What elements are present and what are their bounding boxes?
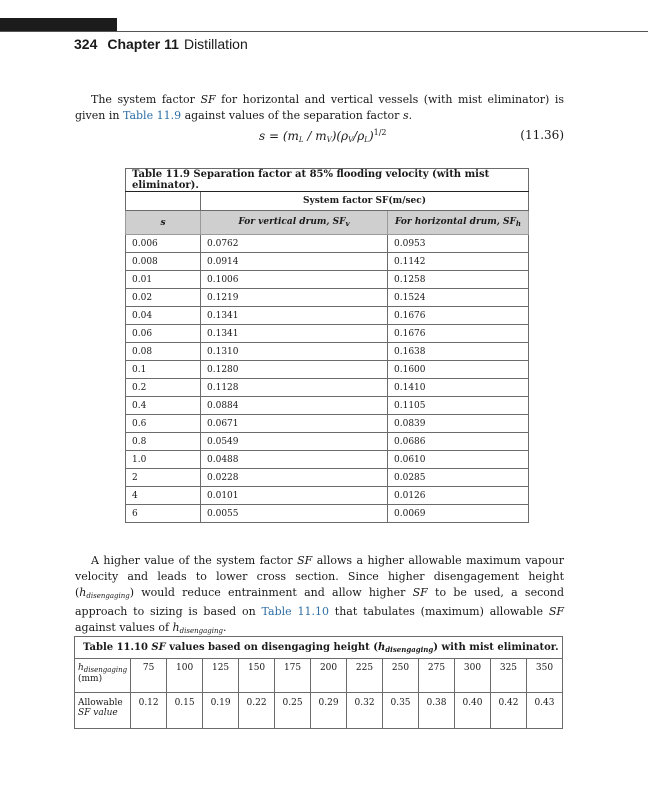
- cell-horizontal: 0.0126: [388, 487, 529, 505]
- table-row: [126, 325, 529, 343]
- header-bar: [0, 18, 117, 32]
- sf-value-cell: 0.43: [526, 693, 562, 729]
- equation-11-36: [75, 128, 564, 146]
- cell-horizontal: 0.0686: [388, 433, 529, 451]
- header-rule: [0, 31, 648, 32]
- cell-vertical: 0.0549: [201, 433, 388, 451]
- height-cell: 300: [454, 659, 490, 693]
- chapter-title: Distillation: [183, 36, 248, 52]
- cell-vertical: 0.0055: [201, 505, 388, 523]
- cell-vertical: 0.1341: [201, 307, 388, 325]
- cell-s: 0.6: [126, 415, 201, 433]
- cell-s: 0.08: [126, 343, 201, 361]
- sf-value-cell: 0.12: [131, 693, 167, 729]
- cell-s: 0.006: [126, 235, 201, 253]
- cell-vertical: 0.1219: [201, 289, 388, 307]
- sf-value-cell: 0.40: [454, 693, 490, 729]
- table-11-9-caption: Table 11.9 Separation factor at 85% flooding velocity (with mist eliminator).: [126, 169, 529, 192]
- cell-s: 6: [126, 505, 201, 523]
- intro-paragraph: The system factor SF for horizontal and vertical vessels (with mist eliminator) is given in Table 11.9 against values of the separation factor s.: [75, 93, 564, 122]
- table-11-10-caption: Table 11.10 SF values based on disengaging height $(h_{disengaging})$ with mist eliminator.: [75, 637, 563, 659]
- table-row: [126, 487, 529, 505]
- height-cell: 100: [167, 659, 203, 693]
- height-cell: 225: [347, 659, 383, 693]
- cell-s: 0.02: [126, 289, 201, 307]
- sf-row-label: Allowable SF value: [75, 693, 131, 729]
- height-cell: 200: [311, 659, 347, 693]
- cell-horizontal: 0.1676: [388, 307, 529, 325]
- cell-vertical: 0.1280: [201, 361, 388, 379]
- cell-vertical: 0.1006: [201, 271, 388, 289]
- table-11-9-link[interactable]: Table 11.9: [122, 109, 182, 122]
- cell-horizontal: 0.1600: [388, 361, 529, 379]
- table-11-9: [125, 168, 529, 523]
- table-row: [126, 505, 529, 523]
- cell-vertical: 0.0762: [201, 235, 388, 253]
- running-head: [74, 36, 248, 52]
- col-horizontal-header: For horizontal drum, $SF_h$: [388, 211, 529, 235]
- col-s-header: s: [126, 211, 201, 235]
- table-11-9-group-header: System factor SF(m/sec): [201, 192, 529, 211]
- cell-s: 2: [126, 469, 201, 487]
- table-row: [126, 361, 529, 379]
- sf-value-cell: 0.38: [419, 693, 455, 729]
- cell-vertical: 0.1341: [201, 325, 388, 343]
- table-row: [126, 307, 529, 325]
- cell-vertical: 0.0914: [201, 253, 388, 271]
- table-row: [126, 397, 529, 415]
- cell-horizontal: 0.1258: [388, 271, 529, 289]
- height-cell: 175: [275, 659, 311, 693]
- table-row: [126, 289, 529, 307]
- cell-horizontal: 0.0069: [388, 505, 529, 523]
- cell-horizontal: 0.1524: [388, 289, 529, 307]
- height-row-label: $h_{disengaging}$ (mm): [75, 659, 131, 693]
- height-cell: 250: [383, 659, 419, 693]
- col-vertical-header: For vertical drum, $SF_v$: [201, 211, 388, 235]
- sf-value-cell: 0.32: [347, 693, 383, 729]
- cell-vertical: 0.1310: [201, 343, 388, 361]
- cell-vertical: 0.1128: [201, 379, 388, 397]
- table-row: [126, 451, 529, 469]
- cell-s: 0.008: [126, 253, 201, 271]
- cell-horizontal: 0.1105: [388, 397, 529, 415]
- cell-s: 0.01: [126, 271, 201, 289]
- sf-value-cell: 0.29: [311, 693, 347, 729]
- cell-horizontal: 0.1676: [388, 325, 529, 343]
- sf-value-cell: 0.42: [490, 693, 526, 729]
- cell-horizontal: 0.0610: [388, 451, 529, 469]
- cell-vertical: 0.0101: [201, 487, 388, 505]
- sf-value-cell: 0.19: [203, 693, 239, 729]
- cell-vertical: 0.0228: [201, 469, 388, 487]
- sf-value-cell: 0.35: [383, 693, 419, 729]
- cell-vertical: 0.0884: [201, 397, 388, 415]
- table-row: [126, 415, 529, 433]
- cell-s: 0.06: [126, 325, 201, 343]
- table-row: [126, 253, 529, 271]
- cell-s: 0.04: [126, 307, 201, 325]
- table-11-10-link[interactable]: Table 11.10: [261, 605, 329, 618]
- page-number: 324: [74, 36, 98, 52]
- table-row: [126, 379, 529, 397]
- sf-value-cell: 0.22: [239, 693, 275, 729]
- height-cell: 350: [526, 659, 562, 693]
- cell-vertical: 0.0671: [201, 415, 388, 433]
- cell-horizontal: 0.1638: [388, 343, 529, 361]
- cell-horizontal: 0.1410: [388, 379, 529, 397]
- height-cell: 75: [131, 659, 167, 693]
- cell-horizontal: 0.1142: [388, 253, 529, 271]
- cell-horizontal: 0.0953: [388, 235, 529, 253]
- cell-s: 0.2: [126, 379, 201, 397]
- equation-number: (11.36): [520, 128, 564, 142]
- table-11-10: [74, 636, 563, 729]
- height-cell: 150: [239, 659, 275, 693]
- table-row: [126, 271, 529, 289]
- sf-value-cell: 0.25: [275, 693, 311, 729]
- table-row: [126, 343, 529, 361]
- cell-horizontal: 0.0285: [388, 469, 529, 487]
- cell-s: 0.8: [126, 433, 201, 451]
- height-cell: 125: [203, 659, 239, 693]
- chapter-label: Chapter 11: [107, 36, 179, 52]
- table-row: [126, 433, 529, 451]
- height-cell: 325: [490, 659, 526, 693]
- cell-s: 1.0: [126, 451, 201, 469]
- sf-value-cell: 0.15: [167, 693, 203, 729]
- cell-s: 4: [126, 487, 201, 505]
- cell-horizontal: 0.0839: [388, 415, 529, 433]
- cell-s: 0.4: [126, 397, 201, 415]
- cell-vertical: 0.0488: [201, 451, 388, 469]
- height-cell: 275: [419, 659, 455, 693]
- table-row: [126, 235, 529, 253]
- table-row: [126, 469, 529, 487]
- equation-body: $s = (m_L / m_V)(\rho_V/\rho_L)^{1/2}$: [259, 128, 387, 144]
- cell-s: 0.1: [126, 361, 201, 379]
- second-paragraph: A higher value of the system factor SF allows a higher allowable maximum vapour velocity and leads to lower cross section. Since higher disengagement height $(h_{disengaging})$ would reduce entrainment and allow higher SF to be used, a second approach to sizing is based on Table 11.10 that tabulates (maximum) allowable SF against values of $h_{disengaging}$.: [75, 554, 565, 635]
